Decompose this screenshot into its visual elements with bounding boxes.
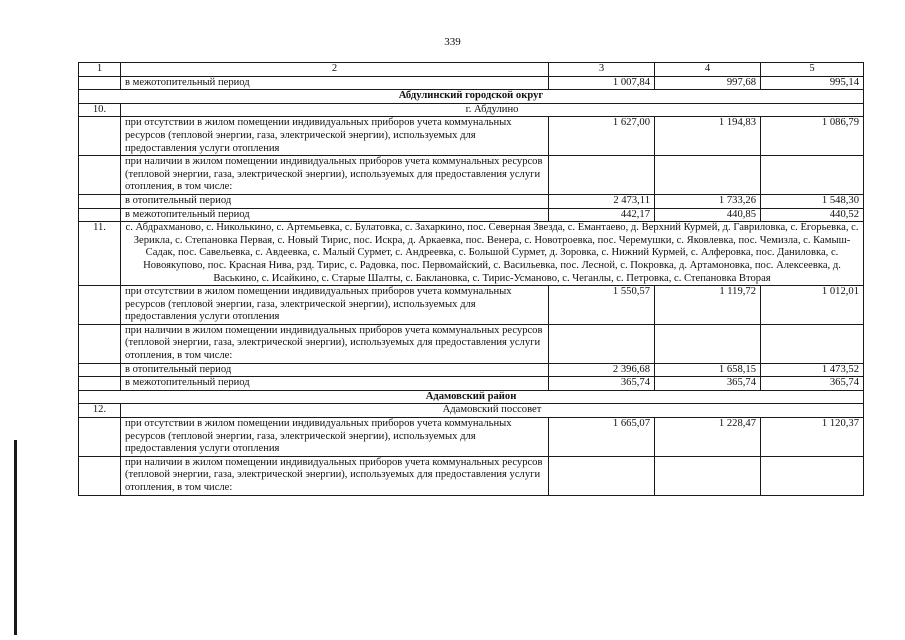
row-label: в межотопительный период	[121, 377, 549, 391]
value-cell-v4: 1 228,47	[655, 418, 761, 457]
row-number	[79, 208, 121, 222]
row-label: в межотопительный период	[121, 208, 549, 222]
value-cell-v3: 1 665,07	[549, 418, 655, 457]
place-name: Адамовский поссовет	[121, 404, 864, 418]
value-cell-v5: 1 473,52	[761, 363, 864, 377]
row-number	[79, 286, 121, 325]
value-cell-v4: 365,74	[655, 377, 761, 391]
row-number: 10.	[79, 103, 121, 117]
place-row	[79, 404, 864, 418]
value-cell-v3: 1 550,57	[549, 286, 655, 325]
row-number	[79, 456, 121, 495]
value-cell-v4: 1 733,26	[655, 194, 761, 208]
value-cell-v3	[549, 324, 655, 363]
value-cell-v3: 2 473,11	[549, 194, 655, 208]
table-row	[79, 156, 864, 195]
value-cell-v5	[761, 324, 864, 363]
place-name: г. Абдулино	[121, 103, 864, 117]
row-number: 11.	[79, 222, 121, 286]
value-cell-v4	[655, 156, 761, 195]
value-cell-v5: 1 548,30	[761, 194, 864, 208]
value-cell-v5: 440,52	[761, 208, 864, 222]
value-cell-v5: 365,74	[761, 377, 864, 391]
page-edge-bar	[14, 440, 17, 635]
section-title: Абдулинский городской округ	[79, 90, 864, 104]
row-number	[79, 76, 121, 90]
value-cell-v4: 440,85	[655, 208, 761, 222]
row-number	[79, 324, 121, 363]
value-cell-v3: 2 396,68	[549, 363, 655, 377]
row-label: при наличии в жилом помещении индивидуальных приборов учета коммунальных ресурсов (тепловой энергии, газа, электрической энергии), используемых для предоставления услуги отопления, в том числе:	[121, 156, 549, 195]
table-header-row	[79, 63, 864, 77]
row-number	[79, 377, 121, 391]
value-cell-v4: 1 658,15	[655, 363, 761, 377]
value-cell-v5: 995,14	[761, 76, 864, 90]
row-label: в отопительный период	[121, 363, 549, 377]
row-label: при отсутствии в жилом помещении индивидуальных приборов учета коммунальных ресурсов (тепловой энергии, газа, электрической энергии), используемых для предоставления услуги отопления	[121, 418, 549, 457]
value-cell-v3: 442,17	[549, 208, 655, 222]
value-cell-v3: 365,74	[549, 377, 655, 391]
tariff-table	[78, 62, 864, 496]
row-label: при отсутствии в жилом помещении индивидуальных приборов учета коммунальных ресурсов (тепловой энергии, газа, электрической энергии), используемых для предоставления услуги отопления	[121, 117, 549, 156]
value-cell-v4	[655, 456, 761, 495]
row-number	[79, 418, 121, 457]
place-row	[79, 103, 864, 117]
table-row	[79, 456, 864, 495]
section-title: Адамовский район	[79, 390, 864, 404]
row-number	[79, 194, 121, 208]
table-row	[79, 286, 864, 325]
place-row	[79, 222, 864, 286]
table-row	[79, 76, 864, 90]
value-cell-v5	[761, 456, 864, 495]
value-cell-v4	[655, 324, 761, 363]
section-header-row	[79, 90, 864, 104]
table-row	[79, 117, 864, 156]
column-header: 1	[79, 63, 121, 77]
row-label: в межотопительный период	[121, 76, 549, 90]
value-cell-v5: 1 086,79	[761, 117, 864, 156]
row-number	[79, 156, 121, 195]
row-label: при отсутствии в жилом помещении индивидуальных приборов учета коммунальных ресурсов (тепловой энергии, газа, электрической энергии), используемых для предоставления услуги отопления	[121, 286, 549, 325]
row-number	[79, 117, 121, 156]
row-label: при наличии в жилом помещении индивидуальных приборов учета коммунальных ресурсов (тепловой энергии, газа, электрической энергии), используемых для предоставления услуги отопления, в том числе:	[121, 324, 549, 363]
row-label: в отопительный период	[121, 194, 549, 208]
value-cell-v4: 1 194,83	[655, 117, 761, 156]
table-row	[79, 324, 864, 363]
value-cell-v3: 1 007,84	[549, 76, 655, 90]
value-cell-v4: 1 119,72	[655, 286, 761, 325]
value-cell-v5: 1 120,37	[761, 418, 864, 457]
table-row	[79, 363, 864, 377]
page-number: 339	[444, 36, 461, 48]
column-header: 5	[761, 63, 864, 77]
value-cell-v3	[549, 456, 655, 495]
table-row	[79, 194, 864, 208]
row-number	[79, 363, 121, 377]
column-header: 4	[655, 63, 761, 77]
section-header-row	[79, 390, 864, 404]
row-label: при наличии в жилом помещении индивидуальных приборов учета коммунальных ресурсов (тепловой энергии, газа, электрической энергии), используемых для предоставления услуги отопления, в том числе:	[121, 456, 549, 495]
value-cell-v5	[761, 156, 864, 195]
row-number: 12.	[79, 404, 121, 418]
value-cell-v5: 1 012,01	[761, 286, 864, 325]
column-header: 2	[121, 63, 549, 77]
table-row	[79, 418, 864, 457]
table-row	[79, 208, 864, 222]
place-name: с. Абдрахманово, с. Николькино, с. Артемьевка, с. Булатовка, с. Захаркино, пос. Северная Звезда, с. Емантаево, д. Верхний Курмей, д. Гавриловка, с. Егорьевка, с. Зерикла, с. Степановка Первая, с. Новый Тирис, пос. Искра, д. Аркаевка, пос. Венера, с. Новотроевка, пос. Черемушки, с. Яковлевка, пос. Чемизла, с. Камыш-Садак, пос. Савельевка, с. Авдеевка, с. Малый Сурмет, с. Андреевка, с. Большой Сурмет, д. Зоровка, с. Нижний Курмей, с. Алферовка, пос. Даниловка, с. Новоякупово, пос. Красная Нива, рзд. Тирис, с. Радовка, пос. Первомайский, с. Васильевка, пос. Лесной, с. Покровка, д. Артамоновка, пос. Алексеевка, д. Васькино, с. Исайкино, с. Старые Шалты, с. Баклановка, с. Тирис-Усманово, с. Чеганлы, с. Петровка, с. Степановка Вторая	[121, 222, 864, 286]
table-row	[79, 377, 864, 391]
value-cell-v3	[549, 156, 655, 195]
column-header: 3	[549, 63, 655, 77]
value-cell-v4: 997,68	[655, 76, 761, 90]
value-cell-v3: 1 627,00	[549, 117, 655, 156]
